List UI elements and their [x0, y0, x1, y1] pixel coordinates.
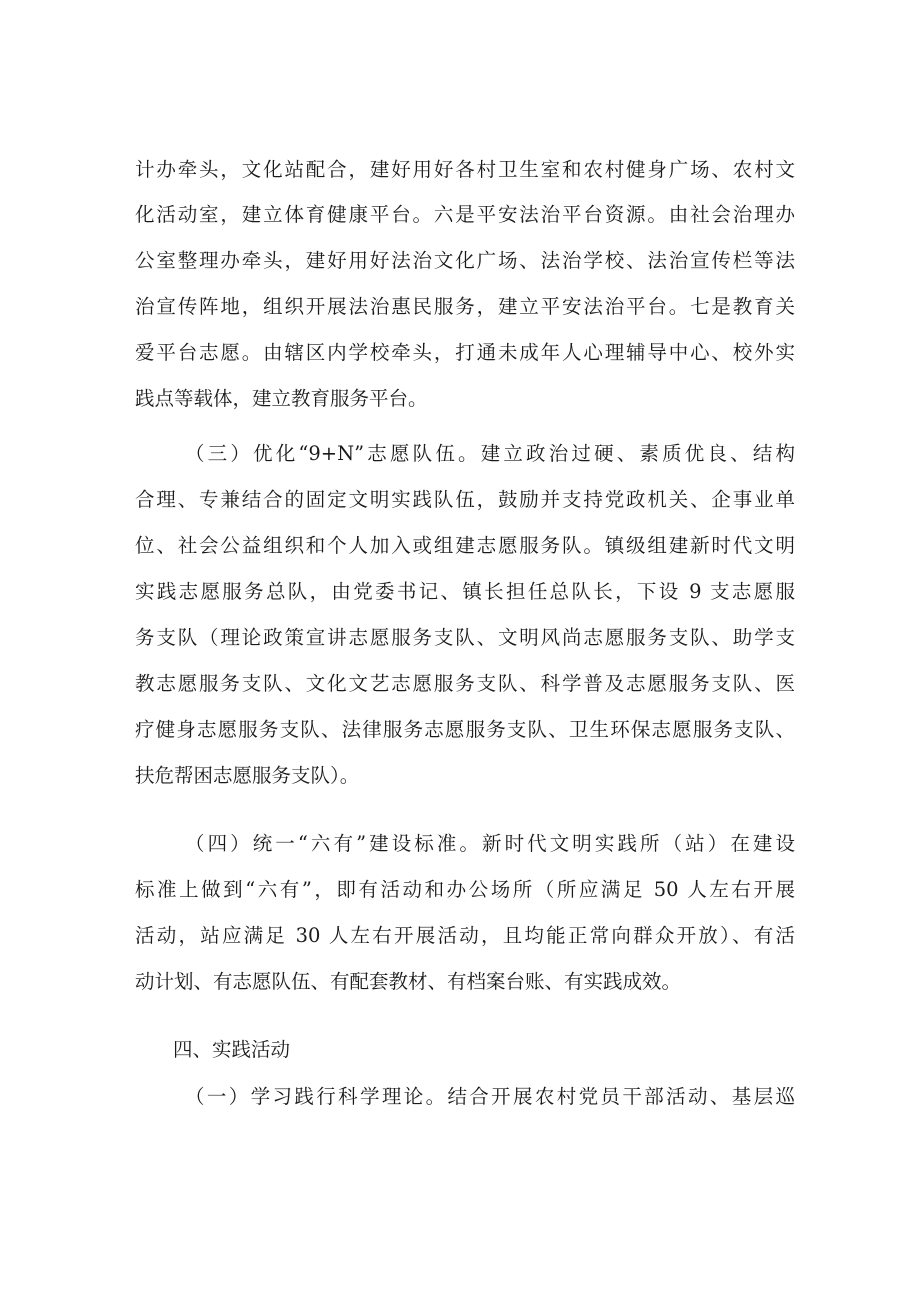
paragraph-line: 标准上做到“六有”，即有活动和办公场所（所应满足 50 人左右开展: [135, 878, 795, 901]
paragraph-line: 扶危帮困志愿服务支队）。: [135, 764, 360, 787]
section-heading-line: （三）优化“9+N”志愿队伍。建立政治过硬、素质优良、结构: [185, 442, 795, 465]
paragraph-line: 践点等载体，建立教育服务平台。: [135, 387, 428, 410]
section-heading-line: （一）学习践行科学理论。结合开展农村党员干部活动、基层巡: [185, 1085, 795, 1108]
paragraph-line: 位、社会公益组织和个人加入或组建志愿服务队。镇级组建新时代文明: [135, 534, 795, 557]
paragraph-line: 治宣传阵地，组织开展法治惠民服务，建立平安法治平台。七是教育关: [135, 295, 795, 318]
paragraph-line: 动计划、有志愿队伍、有配套教材、有档案台账、有实践成效。: [135, 970, 682, 993]
paragraph-line: 务支队（理论政策宣讲志愿服务支队、文明风尚志愿服务支队、助学支: [135, 626, 795, 649]
paragraph-line: 活动，站应满足 30 人左右开展活动，且均能正常向群众开放）、有活: [135, 924, 795, 947]
paragraph-line: 爱平台志愿。由辖区内学校牵头，打通未成年人心理辅导中心、校外实: [135, 341, 795, 364]
section-heading-line: （四）统一“六有”建设标准。新时代文明实践所（站）在建设: [185, 832, 795, 855]
paragraph-line: 合理、专兼结合的固定文明实践队伍，鼓励并支持党政机关、企事业单: [135, 488, 795, 511]
paragraph-line: 计办牵头，文化站配合，建好用好各村卫生室和农村健身广场、农村文: [135, 158, 795, 181]
paragraph-line: 化活动室，建立体育健康平台。六是平安法治平台资源。由社会治理办: [135, 203, 795, 226]
paragraph-line: 公室整理办牵头，建好用好法治文化广场、法治学校、法治宣传栏等法: [135, 249, 795, 272]
paragraph-line: 教志愿服务支队、文化文艺志愿服务支队、科学普及志愿服务支队、医: [135, 672, 795, 695]
paragraph-line: 疗健身志愿服务支队、法律服务志愿服务支队、卫生环保志愿服务支队、: [135, 718, 795, 741]
paragraph-line: 实践志愿服务总队，由党委书记、镇长担任总队长，下设 9 支志愿服: [135, 580, 795, 603]
chapter-heading: 四、实践活动: [173, 1038, 291, 1061]
